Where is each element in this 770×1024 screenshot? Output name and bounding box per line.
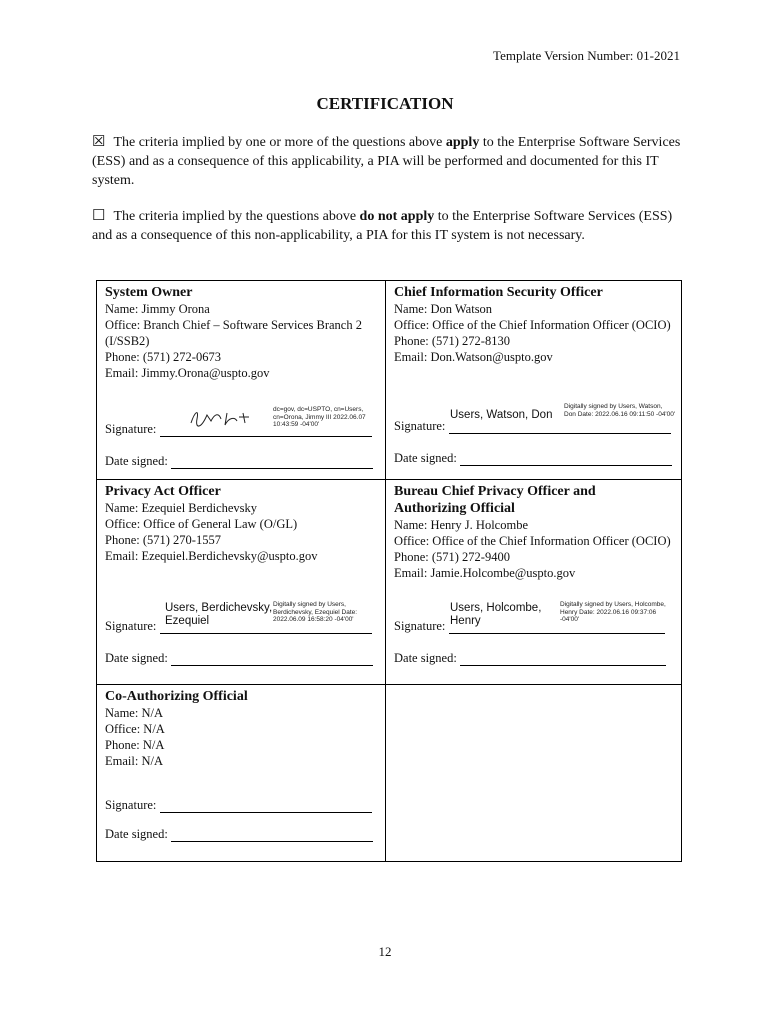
page-number: 12 xyxy=(378,944,392,959)
official-email: Email: Don.Watson@uspto.gov xyxy=(394,350,553,364)
option-text-before: The criteria implied by the questions above xyxy=(113,209,360,224)
official-office: Office: Office of the Chief Information Officer (OCIO) xyxy=(394,318,671,332)
digital-signature-info: Digitally signed by Users, Holcombe, Henry Date: 2022.06.16 09:37:06 -04'00' xyxy=(560,601,666,623)
unchecked-checkbox-icon[interactable]: ☐ xyxy=(92,208,106,224)
role-title: Bureau Chief Privacy Officer and xyxy=(394,484,596,499)
date-field[interactable] xyxy=(460,653,666,666)
signature-line: Signature: xyxy=(105,618,372,634)
criteria-not-apply-option xyxy=(92,207,682,245)
option-emphasis: apply xyxy=(445,135,480,150)
signature-line: Signature: xyxy=(394,618,665,634)
signature-table xyxy=(96,280,682,862)
official-email: Email: Ezequiel.Berdichevsky@uspto.gov xyxy=(105,549,318,563)
option-text-after: to the Enterprise Software Services (ESS) and as a consequence of this applicability, a PIA will be performed and documented for this IT system. xyxy=(92,135,681,188)
digital-signer-name-2: Henry xyxy=(450,615,481,627)
date-signed-line: Date signed: xyxy=(105,453,373,469)
digital-signer-name: Users, Watson, Don xyxy=(450,409,553,421)
digital-signer-name-2: Ezequiel xyxy=(165,615,210,627)
page-title: CERTIFICATION xyxy=(316,94,454,113)
signature-field[interactable] xyxy=(160,621,372,634)
official-phone: Phone: (571) 272-9400 xyxy=(394,550,510,564)
date-signed-line: Date signed: xyxy=(105,826,373,842)
criteria-apply-option xyxy=(92,133,682,190)
official-office: Office: Branch Chief – Software Services Branch 2 (I/SSB2) xyxy=(105,318,362,348)
date-field[interactable] xyxy=(171,829,373,842)
date-signed-line: Date signed: xyxy=(394,450,672,466)
bureau-chief-privacy-officer-cell xyxy=(386,480,681,685)
role-title: Chief Information Security Officer xyxy=(394,285,603,300)
signature-line: Signature: xyxy=(105,797,372,813)
official-name: Name: N/A xyxy=(105,706,163,720)
ciso-cell xyxy=(386,281,681,480)
digital-signer-name: Users, Holcombe, xyxy=(450,602,542,614)
official-email: Email: Jamie.Holcombe@uspto.gov xyxy=(394,566,576,580)
official-phone: Phone: (571) 272-8130 xyxy=(394,334,510,348)
role-title-2: Authorizing Official xyxy=(394,501,515,516)
official-name: Name: Ezequiel Berdichevsky xyxy=(105,501,258,515)
empty-cell xyxy=(386,685,681,861)
option-text-after: to the Enterprise Software Services (ESS) and as a consequence of this non-applicability, a PIA for this IT system is not necessary. xyxy=(92,209,673,243)
digital-signature-info: Digitally signed by Users, Watson, Don Date: 2022.06.16 09:11:50 -04'00' xyxy=(564,403,676,418)
digital-signature-info: dc=gov, dc=USPTO, cn=Users, cn=Orona, Jimmy III 2022.06.07 10:43:59 -04'00' xyxy=(273,406,366,428)
co-authorizing-official-cell xyxy=(97,685,386,861)
signature-line: Signature: xyxy=(105,421,372,437)
role-title: System Owner xyxy=(105,285,193,300)
official-name: Name: Don Watson xyxy=(394,302,493,316)
digital-signature-info: Digitally signed by Users, Berdichevsky, Ezequiel Date: 2022.06.09 16:58:20 -04'00' xyxy=(273,601,358,623)
role-title: Co-Authorizing Official xyxy=(105,689,248,704)
official-email: Email: Jimmy.Orona@uspto.gov xyxy=(105,366,270,380)
date-signed-line: Date signed: xyxy=(105,650,373,666)
template-version: Template Version Number: 01-2021 xyxy=(493,48,680,63)
official-office: Office: Office of General Law (O/GL) xyxy=(105,517,298,531)
signature-field[interactable] xyxy=(160,424,372,437)
digital-signer-name: Users, Berdichevsky, xyxy=(165,602,273,614)
official-phone: Phone: N/A xyxy=(105,738,165,752)
signature-field[interactable] xyxy=(449,621,665,634)
option-emphasis: do not apply xyxy=(359,209,435,224)
system-owner-cell xyxy=(97,281,386,480)
official-name: Name: Henry J. Holcombe xyxy=(394,518,528,532)
signature-field[interactable] xyxy=(449,421,671,434)
checked-checkbox-icon[interactable]: ☒ xyxy=(92,134,106,150)
date-field[interactable] xyxy=(171,456,373,469)
signature-line: Signature: xyxy=(394,418,671,434)
date-field[interactable] xyxy=(171,653,373,666)
signature-field[interactable] xyxy=(160,800,372,813)
official-phone: Phone: (571) 272-0673 xyxy=(105,350,221,364)
option-text-before: The criteria implied by one or more of the questions above xyxy=(113,135,446,150)
official-email: Email: N/A xyxy=(105,754,163,768)
date-signed-line: Date signed: xyxy=(394,650,666,666)
official-office: Office: N/A xyxy=(105,722,165,736)
official-name: Name: Jimmy Orona xyxy=(105,302,210,316)
role-title: Privacy Act Officer xyxy=(105,484,221,499)
privacy-act-officer-cell xyxy=(97,480,386,685)
official-office: Office: Office of the Chief Information Officer (OCIO) xyxy=(394,534,671,548)
official-phone: Phone: (571) 270-1557 xyxy=(105,533,221,547)
date-field[interactable] xyxy=(460,453,672,466)
